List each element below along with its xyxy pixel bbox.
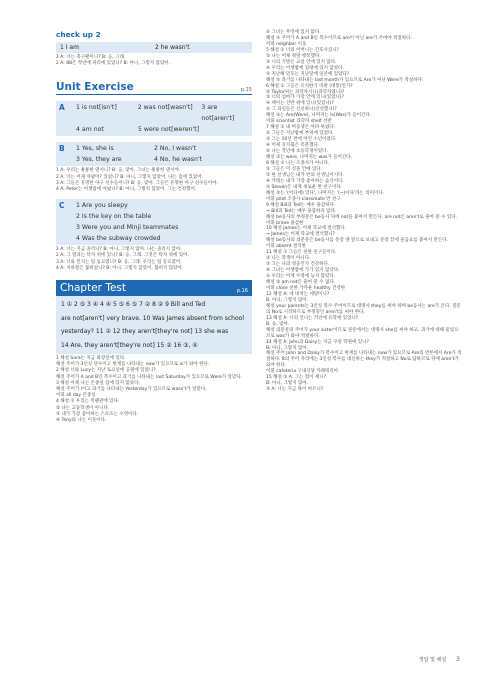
note-line: 14 해설 A: John과 Daisy는 지금 쿠킹 학원에 있니? xyxy=(266,339,369,345)
note-line: 10 해설 James는 어제 학교에 결석했다. xyxy=(266,226,347,232)
note-line: 6 해설 ① 그들은 유치한가 비판 (대통)인가? xyxy=(266,83,353,89)
answer-line: 1 ① 2 ⑤ 3 ④ 4 ④ 5 ⑤ 6 ⑤ 7 ② 8 ② 9 Bill and Ted xyxy=(61,301,206,309)
note-line: ② Taylor씨는 과학자시니(과학자였니)? xyxy=(266,89,345,95)
note-line: 9 해설 Bill과 Ted는 매우 용감하다. xyxy=(266,202,336,208)
left-column xyxy=(56,30,252,424)
footer-label: 정답 및 해설 xyxy=(418,657,447,663)
note-line: ⑤ 지난해 민호는 지난달에 일본에 있었다? xyxy=(266,71,350,77)
note-line: 1 해설 Sara는 지금 화장실에 있다. xyxy=(56,356,126,362)
answer-item: 4 No, he wasn't xyxy=(154,156,203,164)
note-line: 1 A: 너는 축구팬이니? B: 응, 그래. xyxy=(56,55,126,60)
note-line: ② 그들은 지난밤에 부엌에 있었다. xyxy=(266,131,334,137)
note-line: → James는 어제 학교에 결석했니? xyxy=(266,232,335,238)
note-line: 4 해설 ① 우리는 빅팬관에 있다. xyxy=(56,399,120,405)
answer-item: 1 Yes, she is xyxy=(76,145,114,153)
answer-item: 3 are not[aren't] xyxy=(201,104,235,123)
exercise-c xyxy=(56,199,252,245)
note-line: 해설 be동사의 부정문은 be동사 뒤에 not을 붙여서 만든다. are not은 aren't로 줄여 쓸 수 있다. xyxy=(266,214,457,220)
note-line: ⑤ Steven은 내게 새로운 반 친구이다. xyxy=(266,184,343,190)
note-line: ⑤ 우리는 어제 수영에 능지 않았다. xyxy=(266,274,336,280)
note-line: ③ 내가 가장 좋아하는 스포츠는 수영이다. xyxy=(56,411,139,417)
note-line: 5 해설 ① 너의 어머니는 간호사셨니? xyxy=(266,47,339,53)
unit-exercise-title: Unit Exercise xyxy=(56,81,134,94)
note-line: 1 A: 우리는 훌륭한 댄서니? B: 응, 맞아. 그녀는 훌륭한 댄서야. xyxy=(56,168,181,174)
answer-item: 2 Is the key on the table xyxy=(76,213,152,221)
right-column xyxy=(266,30,462,393)
unit-exercise-header xyxy=(56,81,252,95)
page-ref: p.16 xyxy=(236,288,248,295)
note-line: 해설 주어가 A and B인 복수이고 과거를 나타내는 last Saturday가 있으므로 Were가 알맞다. xyxy=(56,374,243,380)
answer-item: 2 he wasn't xyxy=(155,44,190,51)
note-line: ③ A: 너는 지금 목이 마르니? xyxy=(266,387,324,393)
exercise-label: C xyxy=(59,201,65,211)
exercise-a xyxy=(56,101,252,136)
note-line: 4 A: 지하철은 붐비었니? B: 아니, 그렇지 않았어. 붐비지 않았어. xyxy=(56,265,184,271)
note-line: 3 해설 어제 나는 온종일 집에 있지 않았다. xyxy=(56,380,140,386)
note-line: B: 아니, 그렇지 않아. xyxy=(266,381,309,387)
note-line: 13 해설 A: 너의 언니는 작년에 유학에 있었니? xyxy=(266,315,359,321)
note-line: ② 나는 어제 정말 행복했다. xyxy=(266,53,321,59)
answer-item: 2 was not[wasn't] xyxy=(137,104,193,112)
note-line: → Bill과 Ted는 매우 용감하지 않다. xyxy=(266,208,337,214)
note-line: B: 아니, 그렇지 않아. xyxy=(266,297,309,303)
chapter-test-header xyxy=(56,280,252,296)
note-line: 어휘 cafeteria 구내식당 카페테리아 xyxy=(266,369,339,375)
answer-item: 1 is not[isn't] xyxy=(76,104,117,112)
answer-item: 1 Are you sleepy xyxy=(76,202,128,210)
note-line: ④ 카레는 내가 가장 좋아하는 음식이다. xyxy=(266,178,344,184)
note-line: 3 A: 너와 민지는 팀 동료였니? B: 응, 그래. 우리는 팀 동료였어. xyxy=(56,259,182,265)
note-line: 해설 주어가 3인칭 단수이고 현재를 나타내는 now가 있으므로 is가 와야 한다. xyxy=(56,362,210,368)
note-line: 해설 be동사의 의문문은 be동사를 문장 맨 앞으로 보내고 문장 끝에 물음표를 붙여서 만든다. xyxy=(266,238,448,244)
note-line: 1 A: 너는 지금 졸리니? B: 아니, 그렇지 않아. 나는 졸리지 않아. xyxy=(56,247,182,253)
note-line: 어휘 neighbor 이웃 xyxy=(266,41,307,47)
check-up-title: check up 2 xyxy=(56,30,101,39)
note-line: 2 해설 너와 Lucy는 지난 토요일에 공원에 있었니? xyxy=(56,368,156,374)
page-footer xyxy=(419,656,460,663)
note-line: ③ 너의 가방은 교실 안에 있지 않다. xyxy=(266,59,337,65)
note-line: ② 나는 학생이 아니다. xyxy=(266,256,311,262)
note-line: ③ 그는 10년 전에 어린 소년이었다. xyxy=(266,137,337,143)
check-up-notes xyxy=(56,55,252,67)
note-line: 해설 ⑤ 과거를 나타내는 last month가 있으므로 Are가 아닌 Were가 적절하다. xyxy=(266,77,424,83)
note-line: 해설 ②는 were, 나머지는 was가 들어간다. xyxy=(266,155,352,161)
note-line: ④ 어제 유지윌은 흥분했다. xyxy=(266,143,320,149)
note-line: 해설 your parents는 3인칭 복수 주어이므로 대명사 they를 써야 하며 be동사는 are가 온다. 질문의 No로 시작하므로 부정형인 aren't를 써야 한다. xyxy=(266,303,461,315)
note-line: ④ 책이는 선반 위에 있니(있었니)? xyxy=(266,101,334,107)
note-line: 12 해설 A: 네 네치는 세탕이니? xyxy=(266,291,330,297)
note-line: 어휘 close 친한 가까운 healthy 건강한 xyxy=(266,285,346,291)
note-line: ④ 그녀는 어젯밤에 가가 있지 않았다. xyxy=(266,268,340,274)
note-line: ⑤ 나는 작년에 초등학생이었다. xyxy=(266,149,328,155)
answer-line: yesterday? 11 ② 12 they aren't[they're not] 13 she was xyxy=(61,328,229,336)
note-line: 해설 의문문의 주어가 your sister이므로 질문에서는 대명사 she를 써야 하고, 과거에 대해 물었으므로 was가 와야 적절하다. xyxy=(266,327,459,339)
answer-item: 4 Was the subway crowded xyxy=(76,235,161,243)
note-line: ⑤ 그 과일들은 신선하니(신선했니)? xyxy=(266,107,337,113)
note-line: 어휘 scientist 과학자 shelf 선반 xyxy=(266,119,332,125)
note-line: B: 응, 맞아. xyxy=(266,321,290,327)
exercise-label: A xyxy=(59,103,65,113)
exercise-c-notes xyxy=(56,247,252,272)
note-line: 해설 ②는 '(어디에) 있다', 나머지는 '(~)이다'라는 의미이다. xyxy=(266,190,385,196)
page-ref: p.15 xyxy=(240,87,252,94)
note-line: 어휘 pilot 조종사 classmate 반 친구 xyxy=(266,196,341,202)
note-line: ③ 한 선생님은 내가 반의 선생님이시다. xyxy=(266,172,344,178)
note-line: ④ Tony와 나는 이웃이다. xyxy=(56,418,107,424)
note-line: B: 아니, 그렇지 않아. xyxy=(266,345,309,351)
note-line: 7 해설 ① 내 여동생은 아파 하였다. xyxy=(266,125,336,131)
note-line: ② 나는 고등학생이 아니다. xyxy=(56,405,110,411)
answer-item: 4 am not xyxy=(76,126,104,134)
note-line: 2 A: 너는 어제 아팠어? 있었니? B: 아니, 그렇지 않았어. 나는 집에 있었어. xyxy=(56,174,203,180)
chapter-test-answers xyxy=(56,296,252,354)
chapter-test-notes xyxy=(56,356,252,424)
note-line: ④ 우리는 어젯밤에 침대에 있지 않았다. xyxy=(266,65,344,71)
note-line: 8 해설 ① 나는 조종사가 아니다. xyxy=(266,160,330,166)
note-line: 해설 주어 John and Daisy가 복수이고 현재를 나타내는 now가 있으므로 Are의 반론에서 Are가 적절하다. 8의 주어 자리에는 3인칭 복수를 대신하는 they가 적절하고 No로 답하므로 뒤에 aren't가 와야 한다. xyxy=(266,351,462,369)
answer-line: 14 Are, they aren't[they're not] 15 ② 16 ③, ④ xyxy=(61,341,198,349)
exercise-b-notes xyxy=(56,168,252,193)
note-line: 4 A: Peter는 어젯밤에 아팠니? B: 아니, 그렇지 않았어. 그는 건강했어. xyxy=(56,187,197,193)
note-line: 어휘 absent 결석한 xyxy=(266,244,306,250)
exercise-label: B xyxy=(59,144,65,154)
note-line: 15 해설 ② A: 그는 힘이 세니? xyxy=(266,375,327,381)
answer-item: 3 Were you and Minji teammates xyxy=(76,224,179,232)
answer-item: 1 I am xyxy=(60,44,79,51)
note-line: ② 그들은 이 진을 안에 있다. xyxy=(266,166,323,172)
note-line: 어휘 all day 온종일 xyxy=(56,393,96,399)
chapter-test-title: Chapter Test xyxy=(60,282,126,295)
page-number: 3 xyxy=(456,656,460,663)
note-line: 해설 ⑤는 Are(Were), 나머지는 Is(Was)가 들어간다. xyxy=(266,113,372,119)
check-up-answers xyxy=(56,42,252,53)
answer-item: 3 Yes, they are xyxy=(76,156,122,164)
note-line: 해설 ② am not은 줄여 쓸 수 없다. xyxy=(266,280,336,286)
note-line: 해설 ⑤ 주어가 A and B인 복수이므로 am이 아닌 are가 쓰여야 적절하다. xyxy=(266,35,412,41)
answer-line: are not[aren't] very brave. 10 Was James absent from school xyxy=(61,314,244,322)
answer-item: 5 were not[weren't] xyxy=(138,126,200,134)
answer-item: 2 No, I wasn't xyxy=(154,145,197,153)
note-line: ③ 너의 엄마가 가장 안에 있니(있었니)? xyxy=(266,95,344,101)
note-line: ③ 그는 나의 영웅인가 건강하다. xyxy=(266,262,330,268)
note-line: 어휘 brave 용감한 xyxy=(266,220,304,226)
note-line: 3 A: 그들은 유명한 아구 선수들이니? B: 응, 맞아. 그들은 유명한 아구 선수들이야. xyxy=(56,180,218,186)
note-line: ⑤ 그녀는 무엇에 있지 않다. xyxy=(266,30,321,35)
note-line: 해설 주어가 I이고 과거를 나타내는 Yesterday가 있으므로 wasn't가 알맞다. xyxy=(56,387,207,393)
note-line: 2 A: 88은 작년에 파리에 있었니? B: 아니, 그렇지 않았어. xyxy=(56,61,171,67)
note-line: 2 A: 그 열쇠는 탁자 위에 있니? B: 응, 그래. 그것은 탁자 위에 있어. xyxy=(56,253,189,259)
note-line: 11 해설 ① 그들은 친한 친구들이다. xyxy=(266,250,337,256)
exercise-b xyxy=(56,142,252,166)
